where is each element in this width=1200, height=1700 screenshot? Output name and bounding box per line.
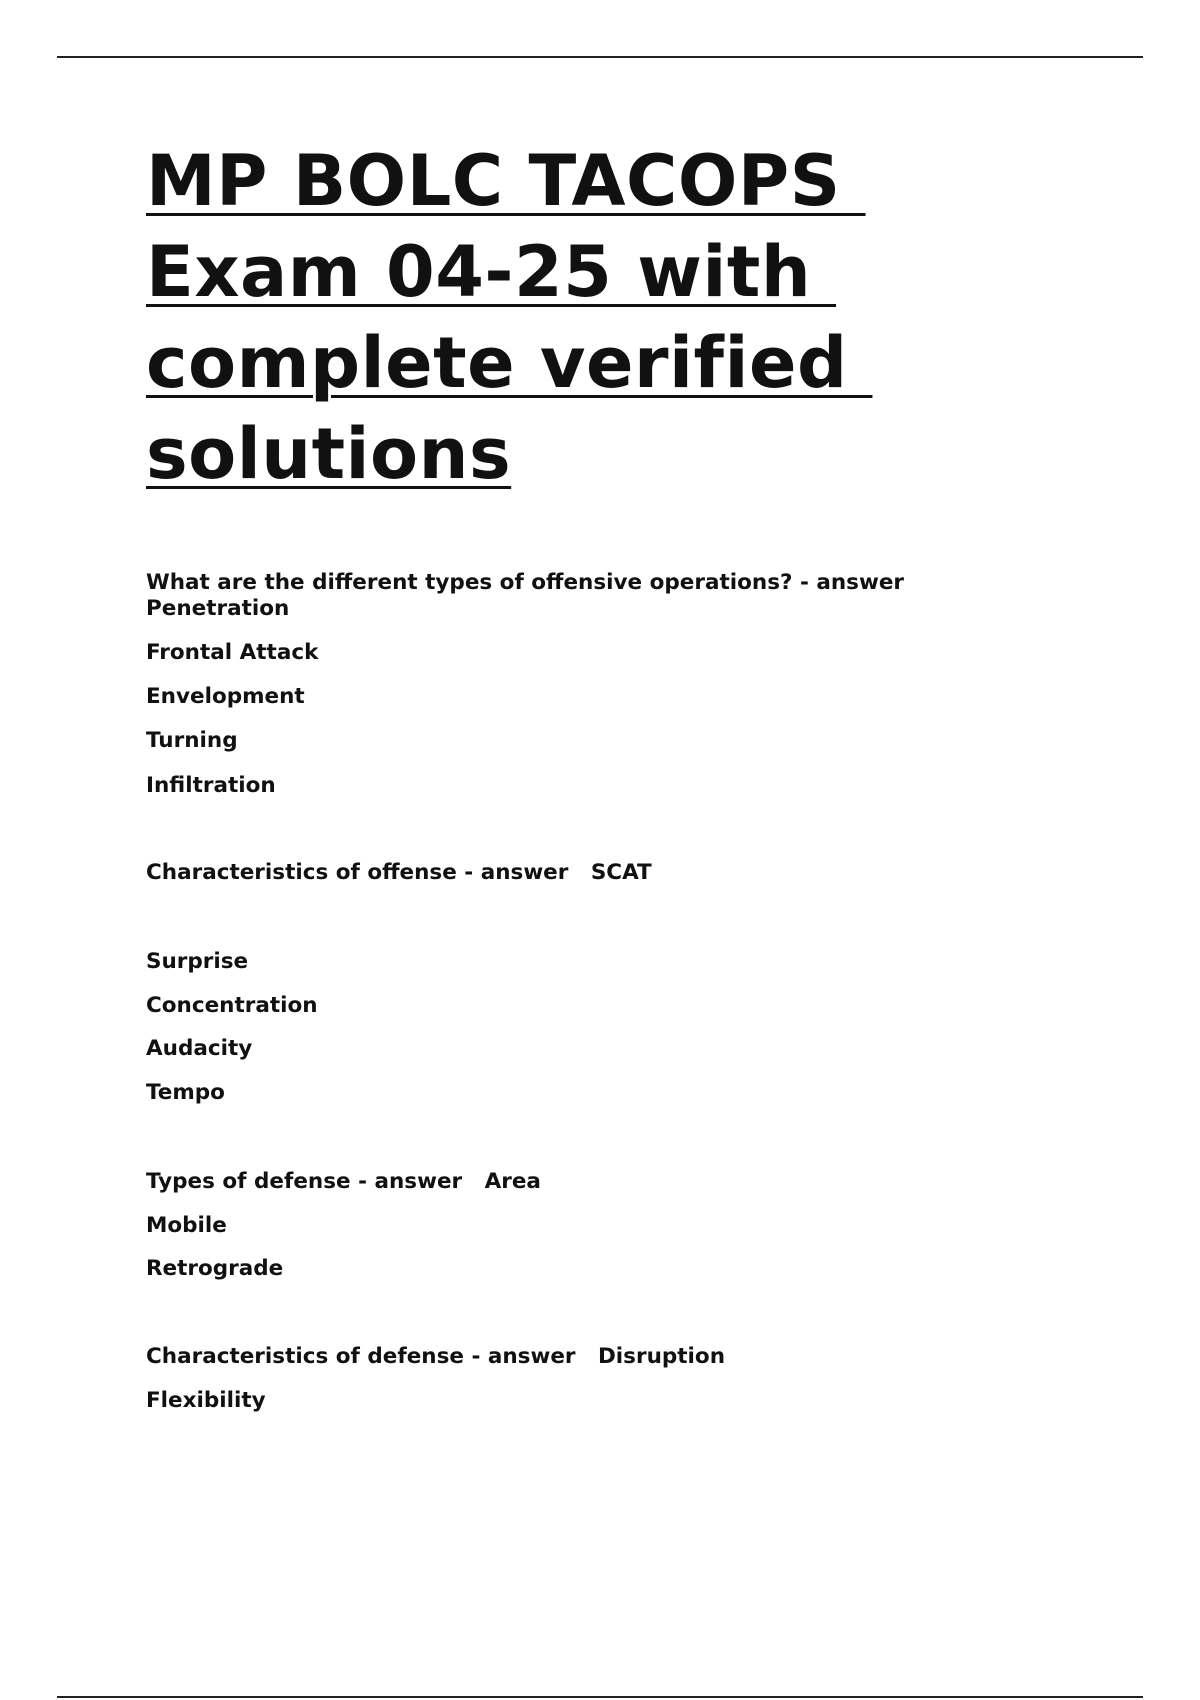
- title-line: complete verified: [146, 322, 873, 404]
- title-line: Exam 04-25 with: [146, 231, 837, 313]
- answer-text: Concentration: [146, 993, 318, 1018]
- question-text: Characteristics of defense - answer Disruption: [146, 1344, 725, 1369]
- answer-text: Envelopment: [146, 684, 305, 709]
- bottom-rule: [57, 1696, 1143, 1698]
- answer-text: Flexibility: [146, 1388, 266, 1413]
- top-rule: [57, 56, 1143, 58]
- answer-text: Audacity: [146, 1036, 253, 1061]
- document-title: [146, 136, 1046, 500]
- question-text: Characteristics of offense - answer SCAT: [146, 860, 652, 885]
- answer-text: Tempo: [146, 1080, 225, 1105]
- answer-text: Surprise: [146, 949, 249, 974]
- answer-text: Turning: [146, 728, 238, 753]
- answer-text: Infiltration: [146, 773, 276, 798]
- question-text: What are the different types of offensive operations? - answer: [146, 570, 905, 595]
- answer-text: Frontal Attack: [146, 640, 319, 665]
- title-line: solutions: [146, 413, 512, 495]
- question-text: Types of defense - answer Area: [146, 1169, 541, 1194]
- answer-text: Mobile: [146, 1213, 227, 1238]
- answer-text: Retrograde: [146, 1256, 284, 1281]
- title-line: MP BOLC TACOPS: [146, 140, 866, 222]
- answer-text: Penetration: [146, 596, 290, 621]
